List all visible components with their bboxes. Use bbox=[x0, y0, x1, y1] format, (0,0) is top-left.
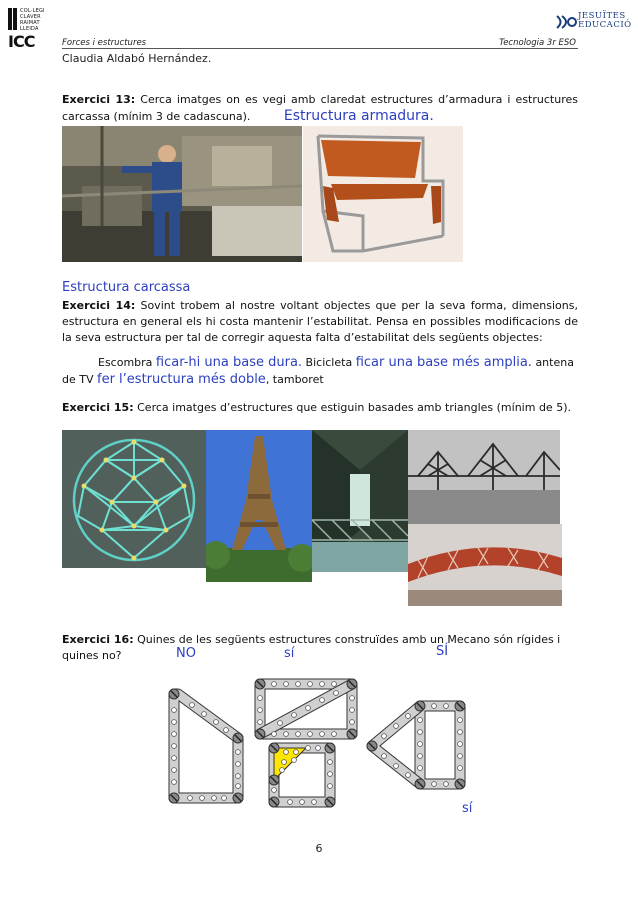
jesuites-logo-icon bbox=[556, 13, 578, 31]
exercise-14 bbox=[62, 298, 578, 346]
exercise-13-text: Cerca imatges on es vegi amb claredat estructures d’armadura i estructures carcassa (mínim 3 de cadascuna). bbox=[62, 93, 578, 123]
photo-wassily-chair bbox=[303, 126, 463, 262]
photo-steel-truss bbox=[312, 430, 408, 572]
object-tamboret: , tamboret bbox=[265, 373, 324, 386]
answer-carcassa bbox=[62, 276, 190, 295]
object-bicicleta: Bicicleta bbox=[305, 356, 353, 369]
object-antena-tv: de TV bbox=[62, 373, 94, 386]
answer-structure-4: sí bbox=[462, 801, 473, 816]
mecano-structures-diagram bbox=[162, 672, 478, 814]
photo-factory-worker bbox=[62, 126, 302, 262]
exercise-14-answers bbox=[62, 354, 578, 372]
exercise-14-answers-line2 bbox=[62, 371, 324, 389]
jesuites-logo-line-2: EDUCACIÓ bbox=[578, 20, 632, 30]
exercise-13-label: Exercici 13: bbox=[62, 93, 136, 106]
exercise-13 bbox=[62, 92, 578, 125]
answer-antena: fer l’estructura més doble bbox=[97, 372, 266, 387]
school-logo-mark: ICC bbox=[8, 32, 35, 51]
exercise-16-label: Exercici 16: bbox=[62, 633, 134, 646]
page-number: 6 bbox=[315, 842, 323, 855]
object-escombra: Escombra bbox=[98, 356, 153, 369]
school-logo-line-1: COL·LEGI bbox=[20, 8, 45, 14]
exercise-15 bbox=[62, 400, 578, 416]
answer-structure-2: sí bbox=[284, 646, 295, 661]
school-logo-line-4: LLEIDA bbox=[20, 26, 39, 32]
exercise-15-label: Exercici 15: bbox=[62, 401, 134, 414]
object-antena: antena bbox=[535, 356, 574, 369]
exercise-14-text: Sovint trobem al nostre voltant objectes que per la seva forma, dimensions, estructura en general els hi costa mantenir l’estabilitat. Pensa en possibles modificacions de la seva estructura per tal de corregir aquesta falta d’estabilitat dels següents objectes: bbox=[62, 299, 578, 344]
school-logo bbox=[8, 8, 48, 52]
exercise-16 bbox=[62, 632, 578, 648]
photo-forth-bridge bbox=[408, 430, 560, 524]
answer-structure-1: NO bbox=[176, 646, 196, 661]
mecano-structure-4 bbox=[367, 701, 465, 789]
header-divider bbox=[62, 48, 578, 49]
header-subject: Forces i estructures bbox=[62, 38, 147, 48]
answer-bicicleta: ficar una base més amplia. bbox=[355, 355, 532, 370]
jesuites-logo bbox=[556, 12, 630, 32]
jesuites-logo-line-1: JESUÏTES bbox=[578, 11, 626, 21]
school-logo-line-2: CLAVER bbox=[20, 14, 41, 20]
mecano-structure-2 bbox=[255, 679, 357, 739]
author-name: Claudia Aldabó Hernández. bbox=[62, 52, 212, 65]
answer-carcassa-text: Estructura carcassa bbox=[62, 280, 191, 295]
answer-structure-3: SÍ bbox=[436, 644, 449, 659]
answer-armadura: Estructura armadura. bbox=[283, 108, 434, 124]
exercise-16-text-1: Quines de les següents estructures construïdes amb un Mecano són rígides i bbox=[133, 633, 561, 646]
photo-geodesic-sphere bbox=[62, 430, 206, 568]
school-logo-line-3: RAIMAT bbox=[20, 20, 40, 26]
mecano-structure-1 bbox=[169, 689, 243, 803]
exercise-14-label: Exercici 14: bbox=[62, 299, 136, 312]
exercise-15-text: Cerca imatges d’estructures que estiguin basades amb triangles (mínim de 5). bbox=[133, 401, 571, 414]
exercise-16-line2: quines no? bbox=[62, 649, 122, 662]
mecano-structure-3 bbox=[269, 743, 335, 807]
answer-escombra: ficar-hi una base dura. bbox=[155, 355, 303, 370]
photo-lattice-bridge bbox=[408, 524, 562, 606]
photo-eiffel-tower bbox=[206, 430, 312, 582]
header-course: Tecnologia 3r ESO bbox=[499, 38, 576, 48]
